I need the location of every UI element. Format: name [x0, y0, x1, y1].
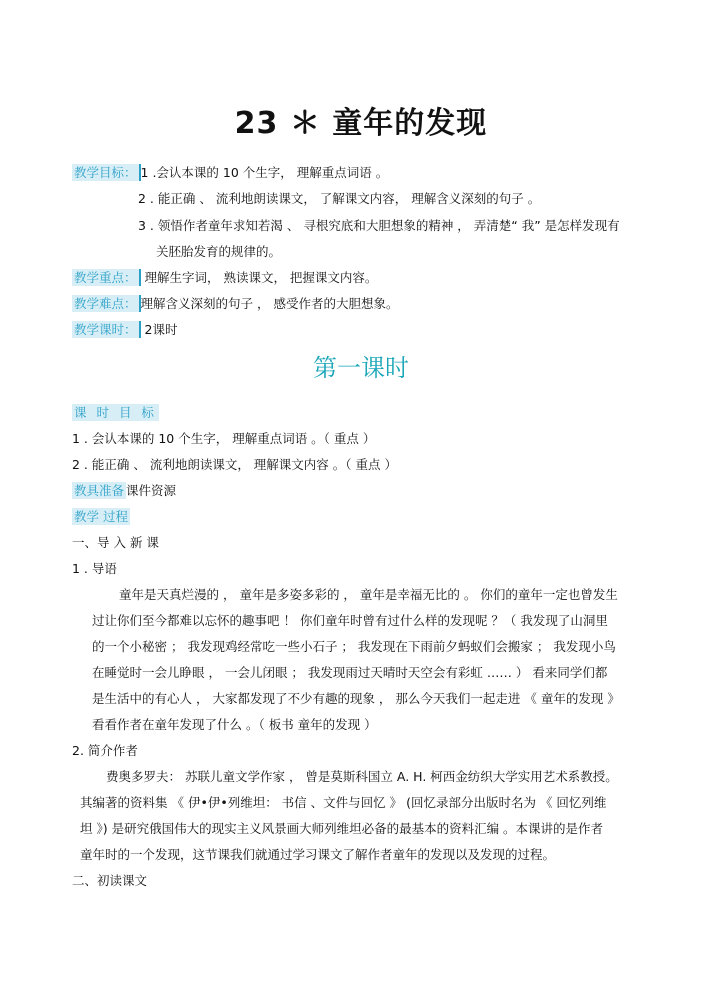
author-line: 费奥多罗夫： 苏联儿童文学作家 ， 曾是莫斯科国立 A. H. 柯西金纺织大学实用艺术系教授。 [106, 769, 618, 784]
intro-line: 的一个小秘密 ； 我发现鸡经常吃一些小石子 ； 我发现在下雨前夕蚂蚁们会搬家 ； 我发现小鸟 [92, 639, 616, 654]
hours-row [72, 320, 177, 338]
lesson-goal-1: 1 . 会认本课的 10 个生字， 理解重点词语 。（ 重点 ） [72, 431, 376, 446]
intro-line: 是生活中的有心人 ， 大家都发现了不少有趣的现象 ， 那么今天我们一起走进 《 童年的发现 》 [92, 691, 620, 706]
hours-text: 2课时 [140, 322, 178, 337]
author-line: 其编著的资料集 《 伊•伊•列维坦： 书信 、文件与回忆 》 (回忆录部分出版时名为 《 回忆列维 [80, 795, 607, 810]
process-row [72, 507, 130, 525]
section-1-heading: 一、导 入 新 课 [72, 535, 159, 550]
page-title: 23 ＊ 童年的发现 [234, 106, 488, 141]
difficulties-row [72, 294, 398, 312]
objective-item-4: 关胚胎发育的规律的。 [156, 244, 282, 259]
materials-label: 教具准备 [74, 483, 125, 498]
process-label: 教学 过程 [74, 509, 128, 524]
lesson-goals-label: 课 时 目 标 [74, 405, 157, 420]
difficulties-label: 教学难点： [72, 295, 141, 312]
section-2-heading: 二、初读课文 [72, 873, 148, 888]
item-1-title: 1 . 导语 [72, 561, 117, 576]
intro-line: 看看作者在童年发现了什么 。（ 板书 童年的发现 ） [92, 717, 377, 732]
objective-item-1: 1 .会认本课的 10 个生字， 理解重点词语 。 [140, 165, 389, 180]
key-points-text: 理解生字词， 熟读课文， 把握课文内容。 [140, 270, 378, 285]
author-line: 童年时的一个发现，这节课我们就通过学习课文了解作者童年的发现以及发现的过程。 [80, 847, 556, 862]
objectives-label: 教学目标： [72, 164, 141, 181]
author-line: 坦 》) 是研究俄国伟大的现实主义风景画大师列维坦必备的最基本的资料汇编 。本课讲的是作者 [80, 821, 604, 836]
hours-label: 教学课时： [72, 321, 141, 338]
lesson-goals-row [72, 403, 159, 421]
lesson-goal-2: 2 . 能正确 、 流利地朗读课文， 理解课文内容 。（ 重点 ） [72, 457, 397, 472]
key-points-row [72, 268, 377, 286]
materials-row [72, 481, 176, 499]
item-2-title: 2. 简介作者 [72, 743, 138, 758]
materials-text: 课件资源 [126, 483, 177, 498]
intro-line: 在睡觉时一会儿睁眼 ， 一会儿闭眼 ； 我发现雨过天晴时天空会有彩虹 …… ） 看来同学们都 [92, 665, 608, 680]
objective-item-2: 2 . 能正确 、 流利地朗读课文， 了解课文内容， 理解含义深刻的句子 。 [138, 191, 541, 206]
objective-item-3: 3 . 领悟作者童年求知若渴 、 寻根究底和大胆想象的精神 ， 弄清楚“ 我” 是怎样发现有 [138, 218, 620, 233]
intro-line: 童年是天真烂漫的 ， 童年是多姿多彩的 ， 童年是幸福无比的 。 你们的童年一定也曾发生 [119, 587, 618, 602]
difficulties-text: 理解含义深刻的句子 ， 感受作者的大胆想象。 [140, 296, 399, 311]
lesson-title: 第一课时 [313, 354, 409, 382]
objectives-row-1 [72, 163, 388, 181]
intro-line: 过让你们至今都难以忘怀的趣事吧 ！ 你们童年时曾有过什么样的发现呢 ？（ 我发现了山洞里 [92, 613, 608, 628]
key-points-label: 教学重点： [72, 269, 141, 286]
